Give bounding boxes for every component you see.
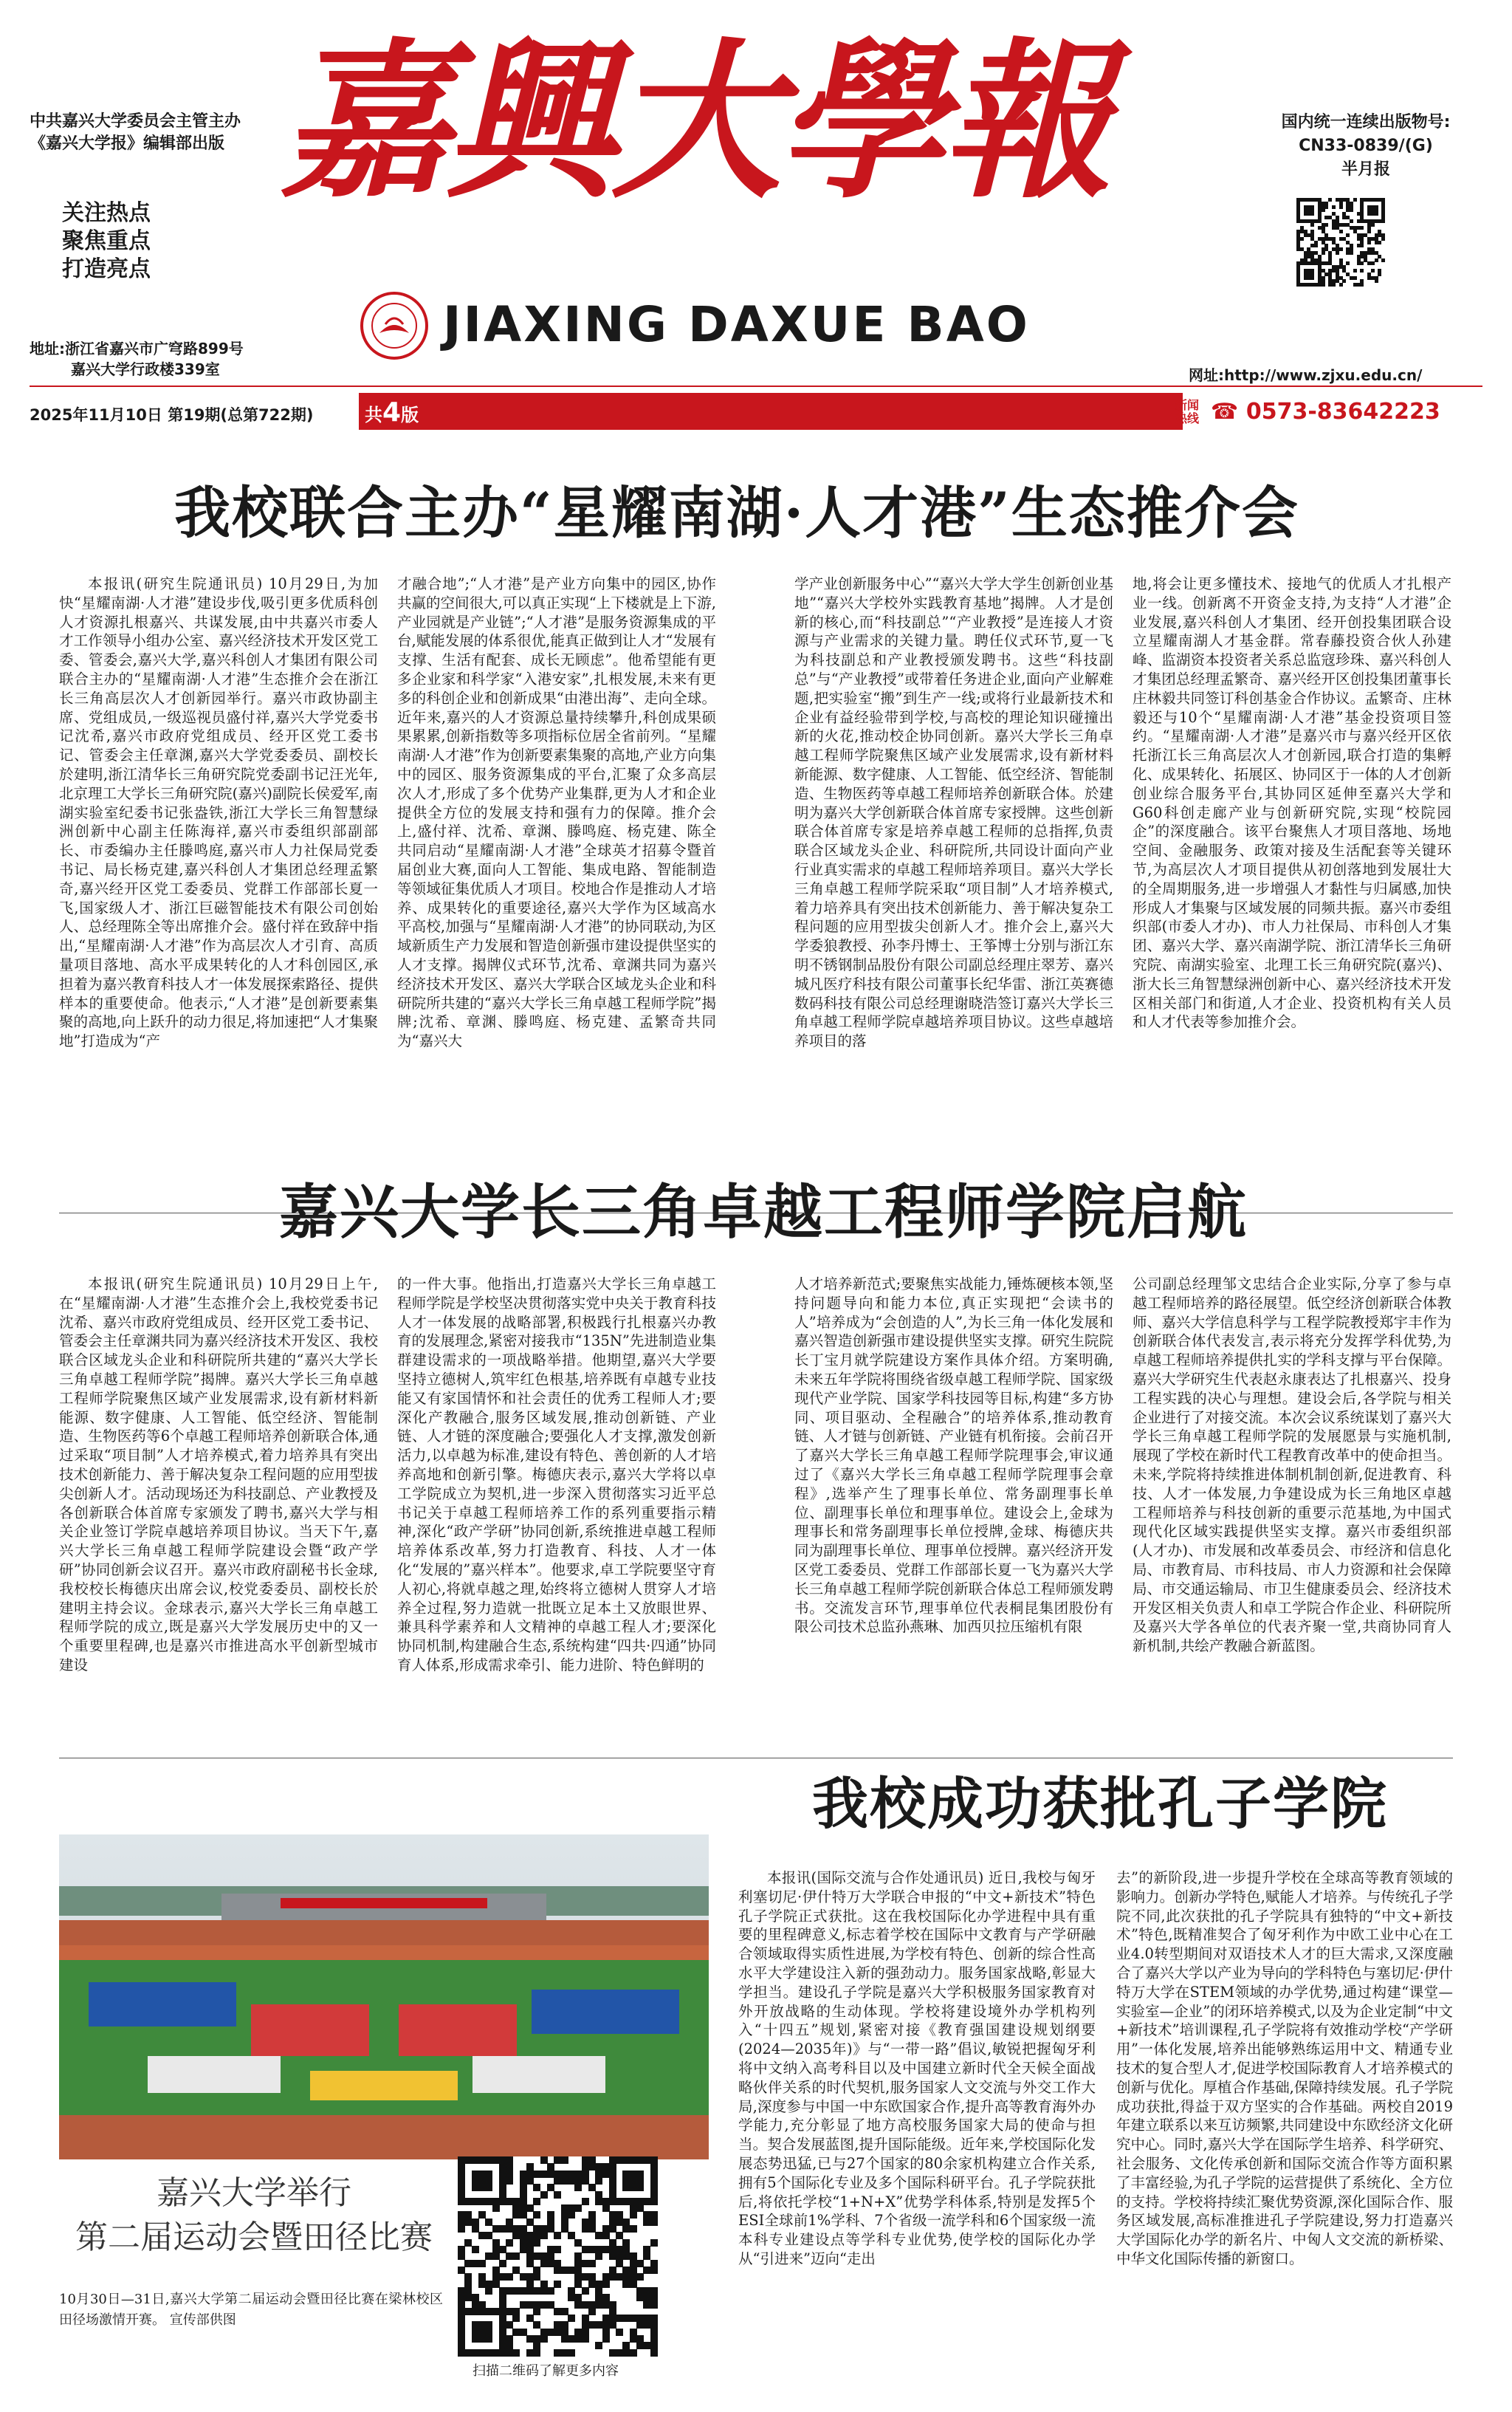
article-2-column-3 (794, 1275, 1113, 1733)
qr-module (1324, 223, 1328, 227)
qr-module (1360, 261, 1364, 265)
qr-module (568, 2315, 575, 2322)
issn-number: CN33-0839/(G) (1299, 137, 1433, 155)
article-2-column-2 (397, 1275, 716, 1733)
qr-module (492, 2204, 500, 2212)
qr-module (1367, 241, 1371, 244)
qr-module (650, 2239, 658, 2247)
qr-module (588, 2308, 596, 2315)
qr-module (1332, 205, 1336, 209)
qr-module (595, 2177, 602, 2185)
photo-caption: 10月30日—31日,嘉兴大学第二届运动会暨田径比赛在梁林校区田径场激情开赛。 宣传部供图 (59, 2292, 443, 2328)
qr-module (602, 2281, 610, 2288)
qr-module (1353, 276, 1357, 280)
qr-module (650, 2267, 658, 2274)
qr-module (574, 2184, 582, 2191)
qr-module (1381, 258, 1385, 262)
article-2-headline: 嘉兴大学长三角卓越工程师学院启航 (279, 1177, 1248, 1247)
university-logo-icon (360, 292, 428, 360)
qr-module (533, 2239, 540, 2247)
qr-module (602, 2335, 610, 2343)
qr-module (650, 2198, 658, 2205)
qr-module (1339, 230, 1343, 233)
qr-module (1371, 223, 1375, 227)
qr-module (1360, 244, 1364, 247)
qr-module (630, 2211, 637, 2219)
qr-module (582, 2287, 589, 2295)
qr-module (1353, 269, 1357, 273)
qr-module (1310, 212, 1314, 216)
article-2-col1-text: 本报讯(研究生院通讯员) 10月29日上午,在“星耀南湖·人才港”生态推介会上,我校党委书记沈希、嘉兴市政府党组成员、经开区党工委书记、管委会主任章渊共同为嘉兴经济技术开发区、我校联合区域龙头企业和科研院所共建的“嘉兴大学长三角卓越工程师学院”揭牌。嘉兴大学长三角卓越工程师学院聚焦区域产业发展需求,设有新材料新能源、数字健康、人工智能、低空经济、智能制造、生物医药等6个卓越工程师培养创新联合体,通过采取“项目制”人才培养模式,着力培养具有突出技术创新能力、善于解决复杂工程问题的应用型拔尖创新人才。活动现场还为科技副总、产业教授及各创新联合体首席专家颁发了聘书,嘉兴大学与相关企业签订学院卓越培养项目协议。当天下午,嘉兴大学长三角卓越工程师学院建设会暨“政产学研”协同创新会议召开。嘉兴市政府副秘书长金球,我校校长梅德庆出席会议,校党委委员、副校长於建明主持会议。金球表示,嘉兴大学长三角卓越工程师学院的成立,既是嘉兴大学发展历史中的又一个重要里程碑,也是嘉兴市推进高水平创新型城市建设 (59, 1275, 378, 1673)
qr-module (1360, 269, 1364, 273)
qr-module (1360, 226, 1364, 230)
hotline-value: 0573-83642223 (1245, 399, 1440, 425)
qr-module (472, 2246, 479, 2253)
promo-qr-caption: 扫描二维码了解更多内容 (472, 2363, 619, 2379)
qr-module (506, 2239, 513, 2247)
article-2-col3-text: 人才培养新范式;要聚焦实战能力,锤炼硬核本领,坚持问题导向和能力本位,真正实现把“会读书的人”培养成为“会创造的人”,为长三角一体化发展和嘉兴智造创新强市建设提供坚实支撑。研究生院院长丁宝月就学院建设方案作具体介绍。方案明确,未来五年学院将围绕省级卓越工程师学院、国家级现代产业学院、国家学科技园等目标,构建“多方协同、项目驱动、全程融合”的培养体系,推动教育链、人才链与创新链、产业链有机衔接。会前召开了嘉兴大学长三角卓越工程师学院理事会,审议通过了《嘉兴大学长三角卓越工程师学院理事会章程》,选举产生了理事长单位、常务副理事长单位、副理事长单位和理事单位。建设会上,金球为理事长和常务副理事长单位授牌,金球、梅德庆共同为副理事长单位、理事单位授牌。嘉兴经济开发区党工委委员、党群工作部部长夏一飞为嘉兴大学长三角卓越工程师学院创新联合体总工程师颁发聘书。交流发言环节,理事单位代表桐昆集团股份有限公司技术总监孙燕琳、加西贝拉压缩机有限 (794, 1275, 1113, 1636)
qr-module (1371, 261, 1375, 265)
qr-module (588, 2260, 596, 2267)
qr-module (636, 2273, 644, 2281)
qr-module (1322, 251, 1325, 255)
article-3-col1-text: 本报讯(国际交流与合作处通讯员) 近日,我校与匈牙利塞切尼·伊什特万大学联合申报的“中文+新技术”特色孔子学院正式获批。这在我校国际化办学进程中具有重要的里程碑意义,标志着学校在国际中文教育与产学研融合领域取得实质性进展,为学校有特色、创新的综合性高水平大学建设注入新的强劲动力。服务国家战略,彰显大学担当。建设孔子学院是嘉兴大学积极服务国家教育对外开放战略的生动体现。学校将建设境外办学机构列入“十四五”规划,紧密对接《教育强国建设规划纲要(2024—2035年)》与“一带一路”倡议,敏锐把握匈牙利将中文纳入高考科目以及中国建立新时代全天候全面战略伙伴关系的时代契机,服务国家人文交流与外交工作大局,深度参与中国一中东欧国家合作,提升高等教育海外办学能力,充分彰显了地方高校服务国家大局的使命与担当。契合发展蓝图,提升国际能级。近年来,学校国际化发展态势迅猛,已与27个国家的80余家机构建立合作关系,拥有5个国际化专业及多个国际科研平台。孔子学院获批后,将依托学校“1+N+X”优势学科体系,特别是发挥5个ESI全球前1%学科、7个省级一流学科和6个国家级一流本科专业建设点等学科专业优势,使学校的国际化办学从“引进来”迈向“走出 (738, 1869, 1096, 2267)
qr-module (458, 2225, 465, 2233)
issue-info: 2025年11月10日 第19期(总第722期) (30, 406, 314, 424)
article-1-col3-text: 学产业创新服务中心”“嘉兴大学大学生创新创业基地”“嘉兴大学校外实践教育基地”揭牌。人才是创新的核心,而“科技副总”“产业教授”是连接人才资源与产业需求的关键力量。聘任仪式环节,夏一飞为科技副总和产业教授颁发聘书。这些“科技副总”与“产业教授”或带着任务进企业,面向产业解难题,把实验室“搬”到生产一线;或将行业最新技术和企业有益经验带到学校,与高校的理论知识碰撞出新的火花,推动校企协同创新。嘉兴大学长三角卓越工程师学院聚焦区域产业发展需求,设有新材料新能源、数字健康、人工智能、低空经济、智能制造、生物医药等卓越工程师培养创新联合体。於建明为嘉兴大学创新联合体首席专家授牌。这些创新联合体首席专家是培养卓越工程师的总指挥,负责联合区域龙头企业、科研院所,共同设计面向产业行业真实需求的卓越工程师培养项目。嘉兴大学长三角卓越工程师学院采取“项目制”人才培养模式,着力培养具有突出技术创新能力、善于解决复杂工程问题的应用型拔尖创新人才。推介会上,嘉兴大学委狼教授、孙李丹博士、王筝博士分别与浙江东明不锈钢制品股份有限公司副总经理庄翠芳、嘉兴城凡医疗科技有限公司董事长纪华雷、浙江英赛德数码科技有限公司总经理谢晓浩签订嘉兴大学长三角卓越工程师学院卓越培养项目协议。这些卓越培养项目的落 (794, 575, 1113, 1050)
article-3-column-2 (1116, 1868, 1453, 2393)
qr-module (1300, 237, 1304, 241)
website[interactable]: 网址:http://www.zjxu.edu.cn/ (1189, 366, 1423, 384)
qr-module (616, 2329, 623, 2336)
page-count-suffix: 版 (401, 405, 419, 425)
qr-module (582, 2335, 589, 2343)
qr-module (568, 2349, 575, 2357)
photo-promo-title (62, 2171, 446, 2260)
qr-module (512, 2315, 520, 2322)
qr-module (1310, 223, 1314, 227)
address (30, 338, 244, 380)
qr-module (1322, 208, 1325, 212)
page-count-number: 4 (382, 397, 402, 428)
qr-module (574, 2204, 582, 2212)
qr-module (540, 2232, 548, 2239)
issn-label: 国内统一连续出版物号: (1281, 113, 1451, 131)
slogan (62, 199, 151, 284)
qr-module (1310, 276, 1314, 280)
qr-module (1350, 219, 1353, 223)
qr-module (561, 2156, 568, 2164)
promo-qr-code[interactable] (458, 2156, 657, 2356)
newspaper-title-pinyin: JIAXING DAXUE BAO (443, 296, 1030, 353)
qr-module (554, 2281, 561, 2288)
qr-module (499, 2260, 506, 2267)
article-2-column-4 (1133, 1275, 1451, 1733)
qr-module (1339, 247, 1343, 251)
qr-module (533, 2198, 540, 2205)
qr-module (540, 2191, 548, 2199)
article-2-column-1 (59, 1275, 378, 1733)
article-3-col2-text: 去”的新阶段,进一步提升学校在全球高等教育领域的影响力。创新办学特色,赋能人才培养。与传统孔子学院不同,此次获批的孔子学院具有独特的“中文+新技术”特色,既精准契合了匈牙利作为中欧工业中心在工业4.0转型期间对双语技术人才的巨大需求,又深度融合了嘉兴大学以产业为导向的学科特色与塞切尼·伊什特万大学在STEM领域的办学优势,通过构建“课堂—实验室—企业”的闭环培养模式,以及为企业定制“中文+新技术”培训课程,孔子学院将有效推动学校“产学研用”一体化发展,培养出能够熟练运用中文、精通专业技术的复合型人才,促进学校国际教育人才培养模式的创新与优化。厚植合作基础,保障持续发展。孔子学院成功获批,得益于双方坚实的合作基础。两校自2019年建立联系以来互访频繁,共同建设中东欧经济文化研究中心。同时,嘉兴大学在国际学生培养、科学研究、社会服务、文化传承创新和国际交流合作等方面积累了丰富经验,为孔子学院的运营提供了系统化、全方位的支持。学校将持续汇聚优势资源,深化国际合作、服务区域发展,高标准推进孔子学院建设,努力打造嘉兴大学国际化办学的新名片、中匈人文交流的新桥梁、中华文化国际传播的新窗口。 (1116, 1869, 1453, 2267)
qr-module (1378, 273, 1381, 276)
qr-module (595, 2342, 602, 2349)
article-1-headline: 我校联合主办“星耀南湖·人才港”生态推介会 (174, 480, 1299, 546)
publisher-line-1: 中共嘉兴大学委员会主管主办 (30, 112, 241, 131)
publisher-info (30, 111, 241, 155)
photo-promo-title-line-1: 嘉兴大学举行 (157, 2174, 351, 2212)
page-count-prefix: 共 (365, 405, 382, 425)
publisher-line-2: 《嘉兴大学报》编辑部出版 (30, 134, 225, 153)
article-3-column-1 (738, 1868, 1096, 2393)
qr-module (1350, 251, 1353, 255)
slogan-line-3: 打造亮点 (62, 256, 151, 282)
qr-module (1342, 279, 1346, 283)
article-2-col4-text: 公司副总经理邹文忠结合企业实际,分享了参与卓越工程师培养的路径展望。低空经济创新联合体教师、嘉兴大学信息科学与工程学院教授郑宇丰作为创新联合体代表发言,表示将充分发挥学科优势,为卓越工程师培养提供扎实的学科支撑与平台保障。嘉兴大学研究生代表赵永康表达了扎根嘉兴、投身工程实践的决心与理想。建设会后,各学院与相关企业进行了对接交流。本次会议系统谋划了嘉兴大学长三角卓越工程师学院的发展愿景与实施机制,展现了学校在新时代工程教育改革中的使命担当。未来,学院将持续推进体制机制创新,促进教育、科技、人才一体发展,力争建设成为长三角地区卓越工程师培养与科技创新的重要示范基地,为中国式现代化区域实践提供坚实支撑。嘉兴市委组织部(人才办)、市发展和改革委员会、市经济和信息化局、市教育局、市科技局、市人力资源和社会保障局、市交通运输局、市卫生健康委员会、经济技术开发区相关负责人和卓工学院合作企业、科研院所及嘉兴大学各单位的代表齐聚一堂,共商协同育人新机制,共绘产教融合新蓝图。 (1133, 1275, 1451, 1655)
qr-module (595, 2252, 602, 2260)
qr-module (1314, 244, 1318, 247)
qr-module (1346, 261, 1350, 265)
qr-module (554, 2246, 561, 2253)
qr-module (1339, 283, 1343, 287)
qr-module (485, 2287, 492, 2295)
qr-module (547, 2287, 554, 2295)
qr-module (582, 2198, 589, 2205)
qr-module (1353, 198, 1357, 202)
article-1-col4-text: 地,将会让更多懂技术、接地气的优质人才扎根产业一线。创新离不开资金支持,为支持“人才港”企业发展,嘉兴科创人才集团、经开创投集团联合设立星耀南湖人才基金群。常春藤投资合伙人孙建峰、监湖资本投资者关系总监寇珍珠、嘉兴科创人才集团总经理孟繁奇、嘉兴经开区创投集团董事长庄林毅共同签订科创基金合作协议。孟繁奇、庄林毅还与10个“星耀南湖·人才港”基金投资项目签约。“星耀南湖·人才港”是嘉兴市与嘉兴经开区依托浙江长三角高层次人才创新园,联合打造的集孵化、成果转化、拓展区、协同区于一体的人才创新创业综合服务平台,其协同区延伸至嘉兴大学和G60科创走廊产业与创新研究院,实现“校院园企”的深度融合。该平台聚焦人才项目落地、场地空间、金融服务、政策对接及生活配套等关键环节,为高层次人才项目提供从初创落地到发展壮大的全周期服务,进一步增强人才黏性与归属感,加快形成人才集聚与区域发展的同频共振。嘉兴市委组织部(市委人才办)、市人力社保局、市科创人才集团、嘉兴大学、嘉兴南湖学院、浙江清华长三角研究院、南湖实验室、北理工长三角研究院(嘉兴)、浙大长三角智慧绿洲创新中心、嘉兴经济技术开发区相关部门和街道,人才企业、投资机构有关人员和人才代表等参加推介会。 (1133, 575, 1451, 1031)
page-count-bar (359, 393, 1183, 430)
qr-module (478, 2260, 486, 2267)
article-3-headline: 我校成功获批孔子学院 (812, 1771, 1388, 1837)
qr-module (1322, 283, 1325, 287)
page-count (365, 397, 419, 428)
article-1-column-1 (59, 575, 378, 1217)
article-1-column-4 (1133, 575, 1451, 1217)
qr-module (554, 2232, 561, 2239)
qr-module (568, 2211, 575, 2219)
qr-module (1375, 258, 1378, 262)
qr-module (485, 2335, 492, 2343)
qr-module (506, 2273, 513, 2281)
qr-module (1381, 237, 1385, 241)
qr-module (1378, 241, 1381, 244)
newspaper-title: 嘉興大學報 (281, 22, 1107, 222)
masthead-rule (30, 386, 1482, 387)
qr-module (533, 2211, 540, 2219)
qr-module (1375, 279, 1378, 283)
qr-module (1367, 230, 1371, 233)
hotline-label: 新闻热线 (1175, 398, 1200, 425)
article-2-col2-text: 的一件大事。他指出,打造嘉兴大学长三角卓越工程师学院是学校坚决贯彻落实党中央关于教育科技人才一体发展的战略部署,积极践行扎根嘉兴办教育的发展理念,紧密对接我市“135N”先进制造业集群建设需求的一项战略举措。他期望,嘉兴大学要坚持立德树人,筑牢红色根基,培养既有卓越专业技能又有家国情怀和社会责任的优秀工程师人才;要深化产教融合,服务区域发展,推动创新链、产业链、人才链的深度融合;要强化人才支撑,激发创新活力,以卓越为标准,建设有特色、善创新的人才培养高地和创新引擎。梅德庆表示,嘉兴大学将以卓工学院成立为契机,进一步深入贯彻落实习近平总书记关于卓越工程师培养工作的系列重要指示精神,深化“政产学研”协同创新,系统推进卓越工程师培养体系改革,努力打造教育、科技、人才一体化“发展的”嘉兴样本”。他要求,卓工学院要坚守育人初心,将就卓越之理,始终将立德树人贯穿人才培养全过程,努力造就一批既立足本土又放眼世界、兼具科学素养和人文精神的卓越工程人才;要深化协同机制,构建融合生态,系统构建“四共·四通”协同育人体系,形成需求牵引、能力进阶、特色鲜明的 (397, 1275, 716, 1673)
qr-module (512, 2252, 520, 2260)
issn-block (1248, 111, 1484, 182)
qr-module (512, 2349, 520, 2357)
qr-module (1381, 219, 1385, 223)
slogan-line-1: 关注热点 (62, 200, 151, 226)
article-1-col2-text: 才融合地”;“人才港”是产业方向集中的园区,协作共赢的空间很大,可以真正实现“上下楼就是上下游,产业园就是产业链”;“人才港”是服务资源集成的平台,赋能发展的体系很优,能真正做到让人才“发展有支撑、生活有配套、成长无顾虑”。他希望能有更多企业家和科学家“入港安家”,扎根发展,未来有更多的科创企业和创新成果“由港出海”、走向全球。近年来,嘉兴的人才资源总量持续攀升,科创成果硕果累累,创新指数等多项指标位居全省前列。“星耀南湖·人才港”作为创新要素集聚的高地,产业方向集中的园区、服务资源集成的平台,汇聚了众多高层次人才,形成了多个优势产业集群,更为人才和企业提供全方位的发展支持和强有力的保障。推介会上,盛付祥、沈希、章渊、滕鸣庭、杨克建、陈全共同启动“星耀南湖·人才港”全球英才招募令暨首届创业大赛,面向人工智能、集成电路、智能制造等领域征集优质人才项目。校地合作是推动人才培养、成果转化的重要途径,嘉兴大学作为区域高水平高校,加强与“星耀南湖·人才港”的协同联动,为区域新质生产力发展和智造创新强市建设提供坚实的人才支撑。揭牌仪式环节,沈希、章渊共同为嘉兴经济技术开发区、嘉兴大学联合区域龙头企业和科研院所共建的“嘉兴大学长三角卓越工程师学院”揭牌;沈希、章渊、滕鸣庭、杨克建、孟繁奇共同为“嘉兴大 (397, 575, 716, 1050)
article-1-col1-text: 本报讯(研究生院通讯员) 10月29日,为加快“星耀南湖·人才港”建设步伐,吸引更多优质科创人才资源扎根嘉兴、共谋发展,由中共嘉兴市委人才工作领导小组办公室、嘉兴经济技术开发区党工委、管委会,嘉兴大学,嘉兴科创人才集团有限公司联合主办的“星耀南湖·人才港”生态推介会在浙江长三角高层次人才创新园举行。嘉兴市政协副主席、党组成员,一级巡视员盛付祥,嘉兴大学党委书记沈希,嘉兴市政府党组成员、经开区党工委书记、管委会主任章渊,嘉兴大学党委委员、副校长於建明,浙江清华长三角研究院党委副书记汪光年,北京理工大学长三角研究院(嘉兴)副院长侯爱军,南湖实验室纪委书记张盎铁,浙江大学长三角智慧绿洲创新中心副主任陈海祥,嘉兴市委组织部副部长、市委编办主任滕鸣庭,嘉兴市人力社保局党委书记、局长杨克建,嘉兴科创人才集团总经理孟繁奇,嘉兴经开区党工委委员、党群工作部部长夏一飞,国家级人才、浙江巨磁智能技术有限公司创始人、总经理陈全等出席推介会。盛付祥在致辞中指出,“星耀南湖·人才港”作为高层次人才引育、高质量项目落地、高水平成果转化的人才科创园区,承担着为嘉兴教育科技人才一体发展探索路径、提供样本的重要使命。他表示,“人才港”是创新要素集聚的高地,向上跃升的动力很足,将加速把“人才集聚地”打造成为“产 (59, 575, 378, 1050)
sports-meet-photo (59, 1834, 709, 2159)
qr-module (1360, 283, 1364, 287)
article-1-column-3 (794, 575, 1113, 1217)
slogan-line-2: 聚焦重点 (62, 228, 151, 254)
qr-module (1339, 205, 1343, 209)
qr-module (554, 2191, 561, 2199)
address-line-2: 嘉兴大学行政楼339室 (71, 360, 220, 378)
address-line-1: 地址:浙江省嘉兴市广穹路899号 (30, 340, 244, 357)
qr-module (650, 2219, 658, 2226)
article-1-column-2 (397, 575, 716, 1217)
masthead-qr-code[interactable] (1296, 198, 1385, 287)
qr-module (636, 2184, 644, 2191)
qr-module (630, 2225, 637, 2233)
qr-module (1324, 205, 1328, 209)
qr-module (1346, 233, 1350, 237)
qr-module (533, 2308, 540, 2315)
qr-module (506, 2177, 513, 2185)
qr-module (1350, 208, 1353, 212)
hotline-number (1211, 399, 1440, 425)
qr-module (485, 2184, 492, 2191)
photo-promo-title-line-2: 第二届运动会暨田径比赛 (75, 2219, 433, 2256)
qr-module (1336, 251, 1339, 255)
qr-module (1332, 283, 1336, 287)
qr-module (1371, 269, 1375, 273)
qr-module (533, 2349, 540, 2357)
qr-module (1328, 198, 1332, 202)
frequency: 半月报 (1341, 160, 1390, 179)
qr-module (540, 2335, 548, 2343)
qr-module (650, 2301, 658, 2309)
phone-icon: ☎ (1211, 399, 1239, 425)
qr-module (630, 2349, 637, 2357)
qr-module (650, 2349, 658, 2357)
qr-module (1375, 212, 1378, 216)
